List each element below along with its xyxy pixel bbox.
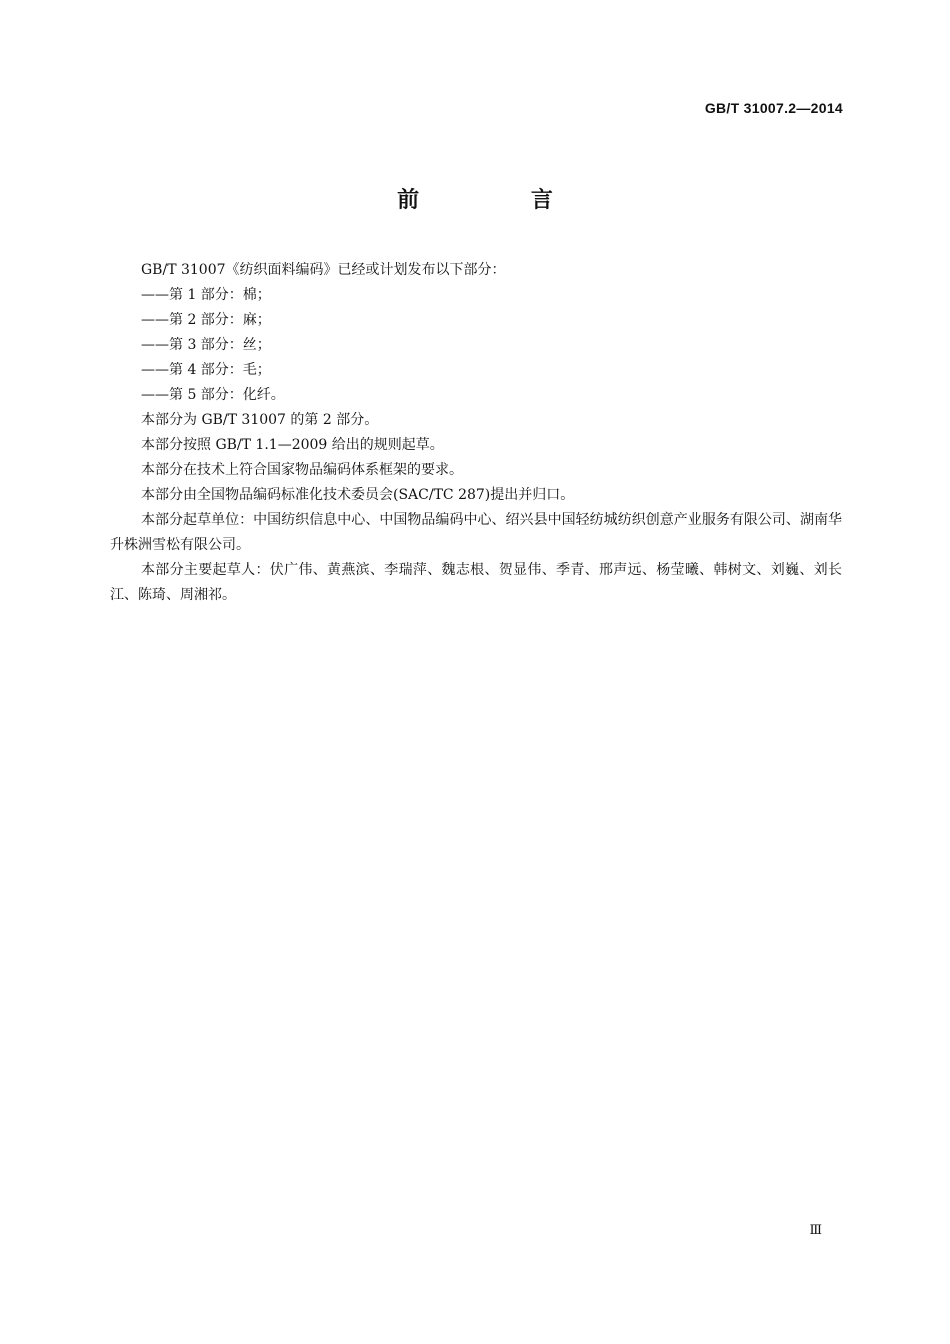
drafters: 本部分主要起草人：伏广伟、黄燕滨、李瑞萍、魏志根、贺显伟、季青、邢声远、杨莹曦、韩树文、刘巍、刘长江、陈琦、周湘祁。 bbox=[110, 562, 842, 603]
standard-number: GB/T 31007.2—2014 bbox=[704, 100, 843, 116]
page-title: 前 言 bbox=[397, 188, 605, 213]
list-item: ——第 1 部分：棉； bbox=[141, 287, 271, 303]
list-item: ——第 4 部分：毛； bbox=[141, 362, 271, 378]
drafting-units: 本部分起草单位：中国纺织信息中心、中国物品编码中心、绍兴县中国轻纺城纺织创意产业服务有限公司、湖南华升株洲雪松有限公司。 bbox=[110, 512, 842, 553]
page-number: Ⅲ bbox=[809, 1223, 822, 1238]
intro-paragraph: GB/T 31007《纺织面料编码》已经或计划发布以下部分： bbox=[141, 262, 506, 278]
committee-statement: 本部分由全国物品编码标准化技术委员会(SAC/TC 287)提出并归口。 bbox=[141, 487, 575, 503]
framework-statement: 本部分在技术上符合国家物品编码体系框架的要求。 bbox=[141, 462, 463, 478]
list-item: ——第 5 部分：化纤。 bbox=[141, 387, 285, 403]
part-statement: 本部分为 GB/T 31007 的第 2 部分。 bbox=[141, 412, 379, 428]
document-body bbox=[110, 258, 842, 608]
rules-statement: 本部分按照 GB/T 1.1—2009 给出的规则起草。 bbox=[141, 437, 444, 453]
list-item: ——第 2 部分：麻； bbox=[141, 312, 271, 328]
list-item: ——第 3 部分：丝； bbox=[141, 337, 271, 353]
